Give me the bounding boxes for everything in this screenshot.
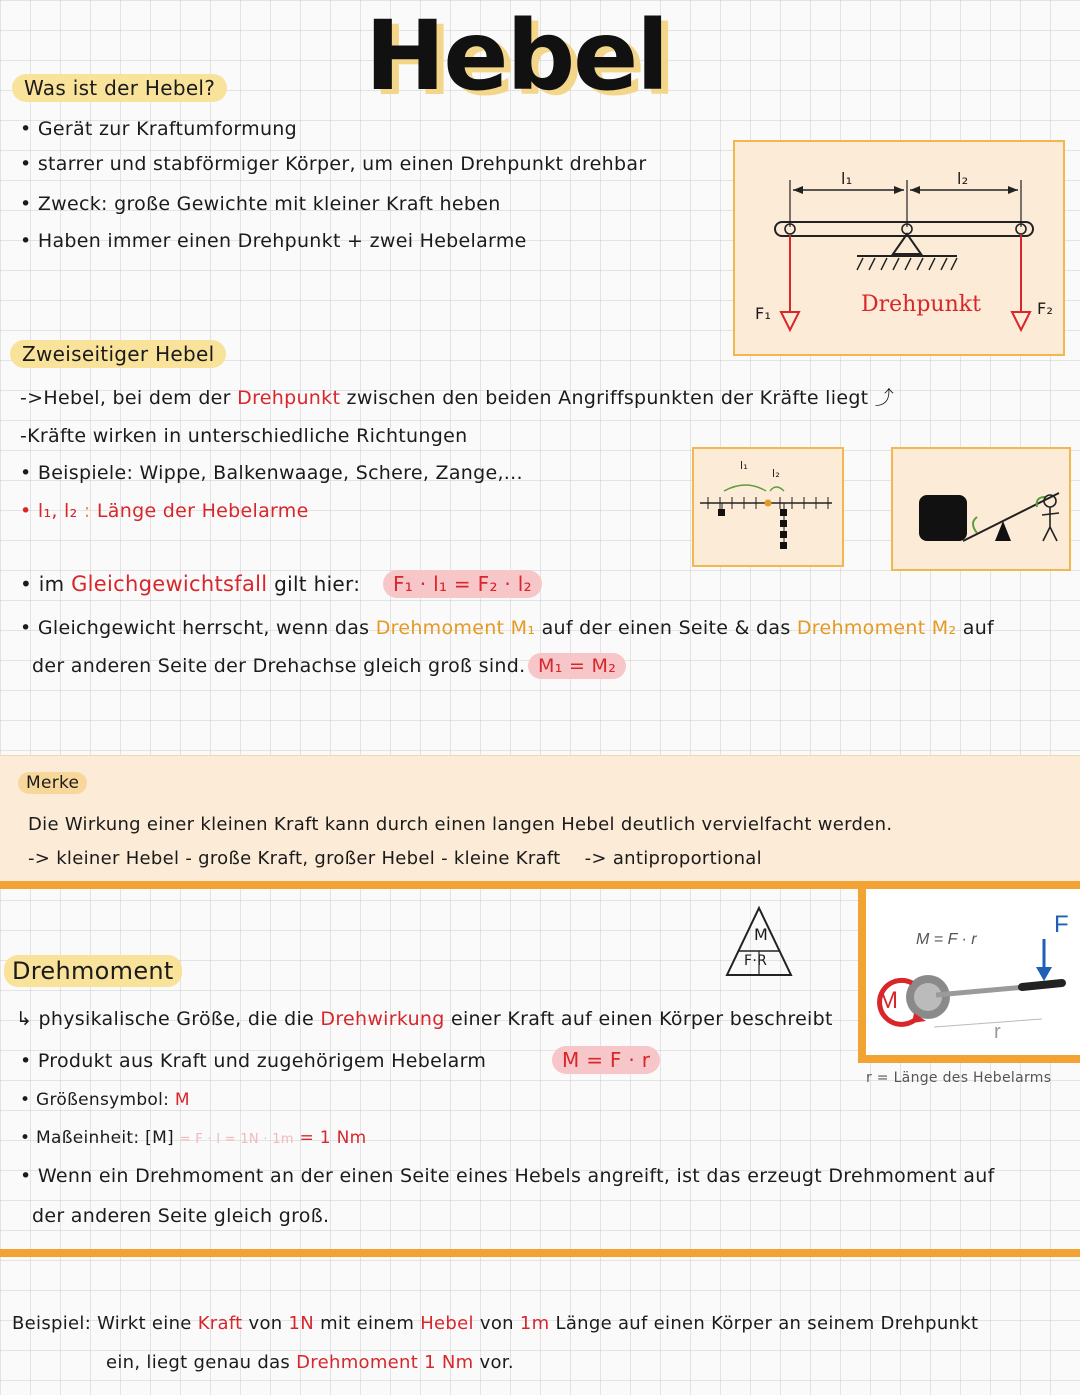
balance-text: Gleichgewicht herrscht, wenn das <box>37 617 376 639</box>
curved-arrow-icon: ⤴ <box>874 387 895 409</box>
merke-line-1: Die Wirkung einer kleinen Kraft kann durch einen langen Hebel deutlich vervielfacht werden. <box>28 814 893 835</box>
triangle-top: M <box>754 925 769 944</box>
bullet-text: Zweck: große Gewichte mit kleiner Kraft heben <box>37 193 501 215</box>
l1-label: l₁ <box>841 169 853 188</box>
triangle-bottom: F·R <box>744 953 768 969</box>
symbol-label: Größensymbol: <box>36 1090 170 1110</box>
bullet-text: starrer und stabförmiger Körper, um einen Drehpunkt drehbar <box>37 153 647 175</box>
bullet-item: • Beispiele: Wippe, Balkenwaage, Schere, Zange,... <box>20 462 523 484</box>
divider <box>0 1249 1080 1257</box>
f2-label: F₂ <box>1037 299 1054 318</box>
definition-text: zwischen den beiden Angriffspunkten der Kräfte liegt <box>340 387 869 409</box>
pivot-term: Drehpunkt <box>237 387 341 409</box>
merke-label: Merke <box>18 772 87 794</box>
lever-diagram-svg <box>735 142 1063 354</box>
bullet-item: • Wenn ein Drehmoment an der einen Seite eines Hebels angreift, ist das erzeugt Drehmoment auf <box>20 1165 995 1187</box>
m-label: M <box>878 987 898 1014</box>
bullet-text: Beispiele: Wippe, Balkenwaage, Schere, Zange,... <box>37 462 523 484</box>
balance-line: • Gleichgewicht herrscht, wenn das Drehmoment M₁ auf der einen Seite & das Drehmoment M₂ auf <box>20 617 995 639</box>
drehwirkung-term: Drehwirkung <box>320 1008 445 1030</box>
torque-diagram-svg <box>866 889 1080 1055</box>
example-label: Beispiel: <box>12 1313 92 1334</box>
torque-formula-label: M = F · r <box>916 931 977 948</box>
example-force: Kraft <box>197 1313 243 1334</box>
lever-law-formula: F₁ · l₁ = F₂ · l₂ <box>383 570 542 598</box>
lever-diagram <box>733 140 1065 356</box>
bullet-item: • starrer und stabförmiger Körper, um einen Drehpunkt drehbar <box>20 153 647 175</box>
divider <box>0 881 1080 889</box>
f1-label: F₁ <box>755 304 772 323</box>
colon-text: : <box>83 500 91 522</box>
example-text: ein, liegt genau das <box>106 1352 297 1373</box>
section-heading-drehmoment: Drehmoment <box>4 955 182 987</box>
balance-text: auf der einen Seite & das <box>535 617 797 639</box>
merke-text: -> antiproportional <box>584 848 762 869</box>
bullet-item: • Größensymbol: M <box>20 1090 190 1110</box>
l1-label: l₁ <box>740 459 749 472</box>
bullet-item: • Haben immer einen Drehpunkt + zwei Hebelarme <box>20 230 527 252</box>
definition-text: ↳ physikalische Größe, die die <box>16 1008 321 1030</box>
balance-line-2: der anderen Seite der Drehachse gleich groß sind. <box>32 655 526 677</box>
balance-diagram-svg <box>694 449 842 565</box>
example-text: Länge auf einen Körper an seinem Drehpunkt <box>549 1313 979 1334</box>
l2-label: l₂ <box>957 169 969 188</box>
unit-value: = 1 Nm <box>299 1128 367 1148</box>
bullet-item: • Produkt aus Kraft und zugehörigem Hebelarm <box>20 1050 487 1072</box>
torque-formula: M = F · r <box>552 1046 660 1074</box>
weight-block-icon <box>919 495 967 541</box>
bullet-item: • Zweck: große Gewichte mit kleiner Kraft heben <box>20 193 501 215</box>
torque-term: Drehmoment M₁ <box>375 617 536 639</box>
torque-term: Drehmoment M₂ <box>796 617 957 639</box>
torque-diagram-caption: r = Länge des Hebelarms <box>866 1070 1052 1086</box>
merke-box <box>0 755 1080 884</box>
bullet-item: • Gerät zur Kraftumformung <box>20 118 297 140</box>
divider <box>858 1055 1080 1063</box>
seesaw-diagram <box>891 447 1071 571</box>
section-heading-hebel: Was ist der Hebel? <box>12 74 227 102</box>
example-meter: 1m <box>519 1313 550 1334</box>
definition-text: einer Kraft auf einen Körper beschreibt <box>444 1008 833 1030</box>
merke-text: -> kleiner Hebel - große Kraft, großer Hebel - kleine Kraft <box>28 848 561 869</box>
section-heading-zweiseitig: Zweiseitiger Hebel <box>10 340 226 368</box>
r-label: r <box>994 1021 1001 1043</box>
equilibrium-mid: gilt hier: <box>274 572 361 596</box>
unit-label: Maßeinheit: [M] <box>36 1128 174 1148</box>
definition-line <box>16 1008 833 1030</box>
balance-diagram <box>692 447 844 567</box>
example-text: von <box>473 1313 520 1334</box>
text-line: der anderen Seite gleich groß. <box>32 1205 330 1227</box>
example-line-1 <box>12 1313 978 1334</box>
example-text: Wirkt eine <box>91 1313 198 1334</box>
example-text: vor. <box>473 1352 514 1373</box>
bullet-item: • Maßeinheit: [M] = F · l = 1N · 1m = 1 Nm <box>20 1128 367 1148</box>
page-title: Hebel <box>365 0 668 112</box>
example-text: von <box>242 1313 289 1334</box>
example-torque: Drehmoment 1 Nm <box>296 1352 474 1373</box>
symbol-text: l₁, l₂ <box>37 500 78 522</box>
example-newton: 1N <box>288 1313 315 1334</box>
bullet-text: Gerät zur Kraftumformung <box>37 118 297 140</box>
f-label: F <box>1054 911 1069 938</box>
equilibrium-line: • im Gleichgewichtsfall gilt hier: <box>20 572 361 596</box>
equilibrium-intro: im <box>38 572 65 596</box>
definition-line <box>20 383 894 410</box>
definition-text: ->Hebel, bei dem der <box>20 387 238 409</box>
divider <box>858 881 866 1061</box>
merke-line-2 <box>28 848 762 869</box>
balance-text: auf <box>956 617 995 639</box>
symbol-value: M <box>174 1090 190 1110</box>
equilibrium-term: Gleichgewichtsfall <box>71 572 268 596</box>
seesaw-diagram-svg <box>893 449 1069 569</box>
unit-derivation: = F · l = 1N · 1m <box>179 1132 294 1147</box>
torque-balance-formula: M₁ = M₂ <box>528 653 626 679</box>
bullet-text: Produkt aus Kraft und zugehörigem Hebelarm <box>37 1050 487 1072</box>
example-lever: Hebel <box>420 1313 474 1334</box>
l2-label: l₂ <box>772 467 781 480</box>
example-line-2 <box>106 1352 514 1373</box>
bullet-text: Wenn ein Drehmoment an der einen Seite eines Hebels angreift, ist das erzeugt Drehmoment auf <box>37 1165 995 1187</box>
symbol-meaning: Länge der Hebelarme <box>96 500 309 522</box>
bullet-item: • l₁, l₂ : Länge der Hebelarme <box>20 500 309 522</box>
torque-diagram <box>866 889 1080 1055</box>
text-line: -Kräfte wirken in unterschiedliche Richtungen <box>20 425 468 447</box>
pivot-label: Drehpunkt <box>861 292 981 317</box>
example-text: mit einem <box>314 1313 421 1334</box>
bullet-text: Haben immer einen Drehpunkt + zwei Hebelarme <box>37 230 527 252</box>
